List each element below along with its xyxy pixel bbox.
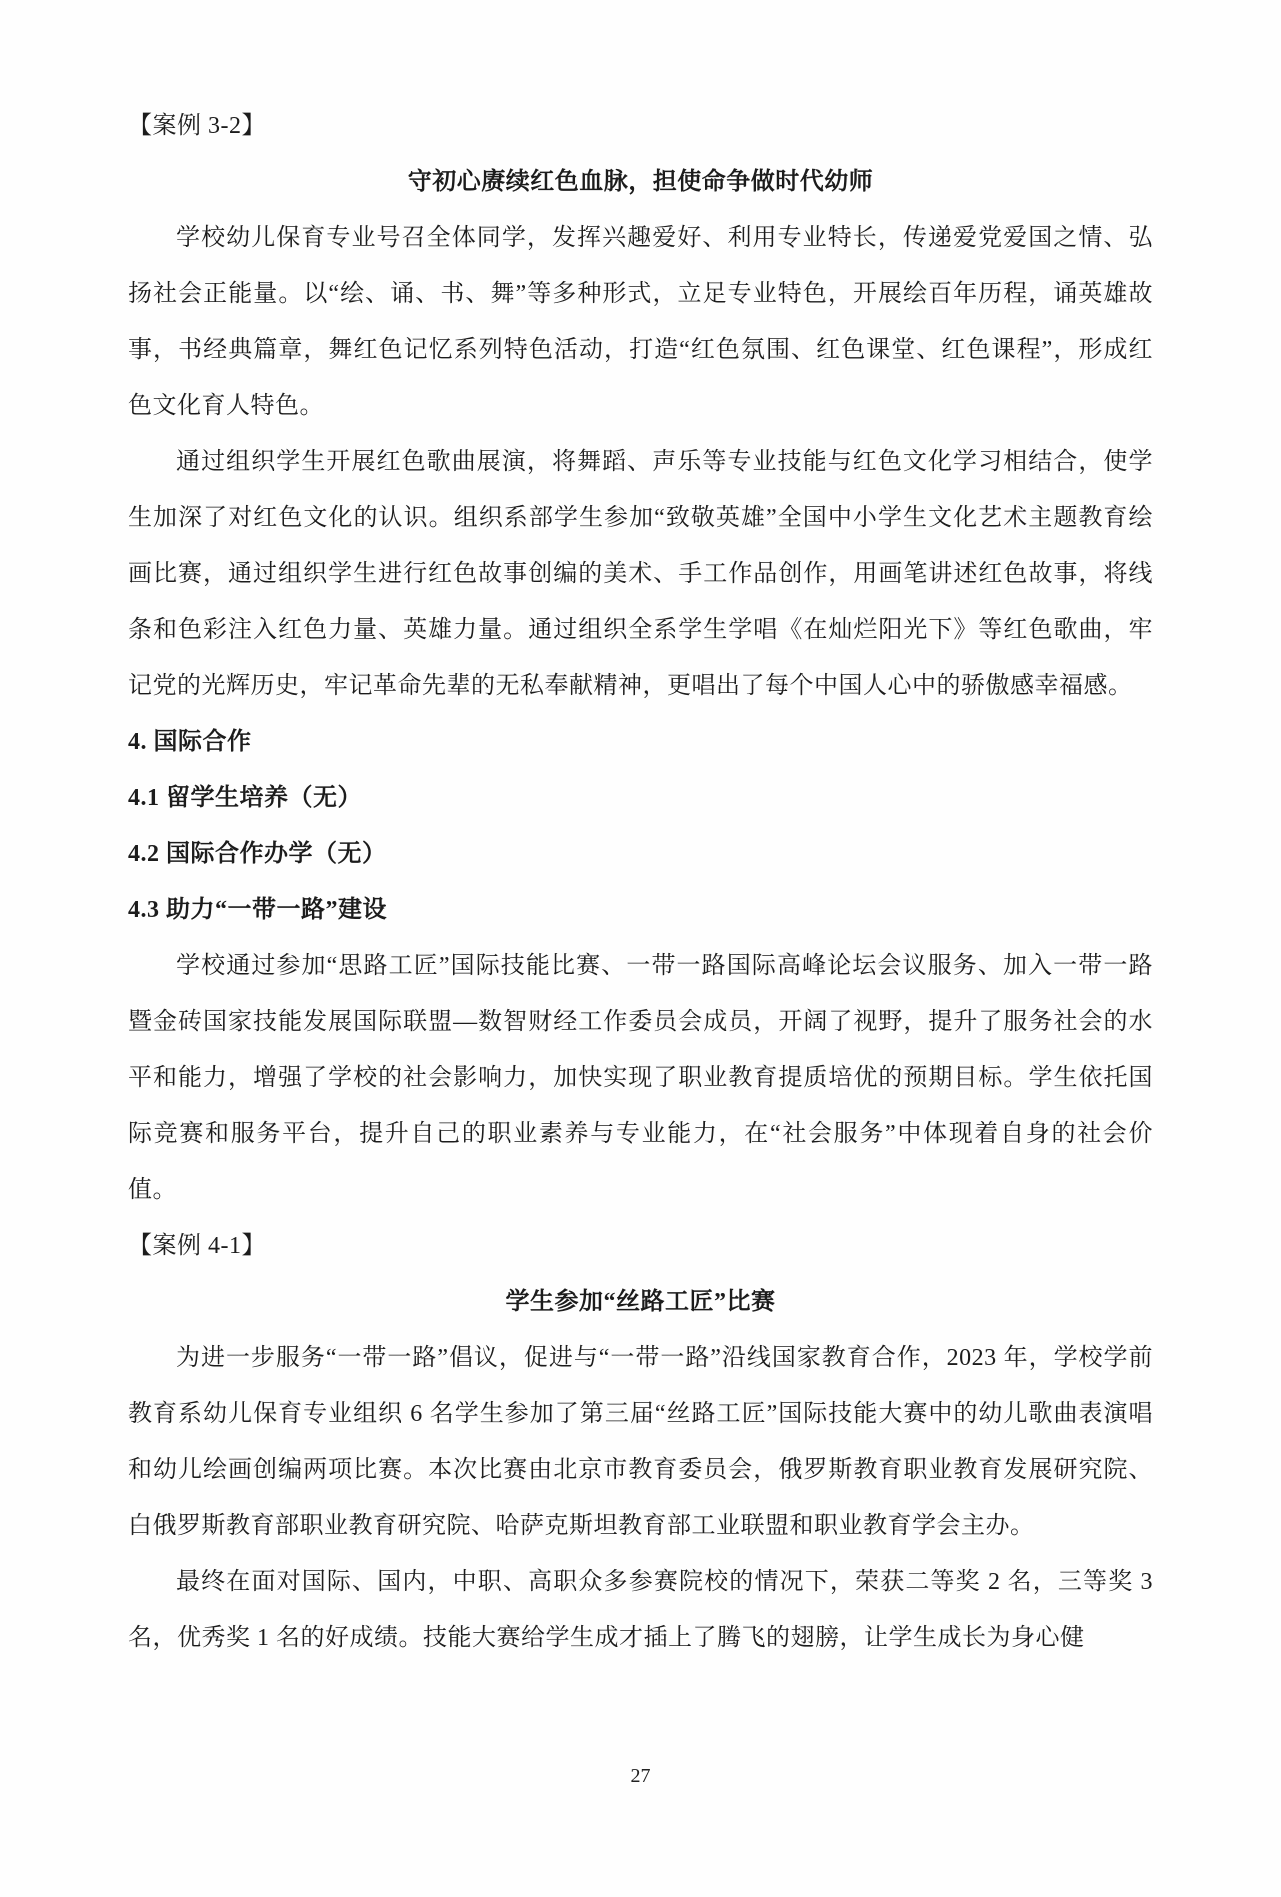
heading-section-4-2: 4.2 国际合作办学（无）: [128, 841, 387, 867]
page-number: 27: [630, 1765, 651, 1787]
case-label-3-2: 【案例 3-2】: [128, 113, 266, 139]
heading-section-4: 4. 国际合作: [128, 729, 252, 755]
case-label-4-1: 【案例 4-1】: [128, 1233, 266, 1259]
heading-section-4-3: 4.3 助力“一带一路”建设: [128, 897, 387, 923]
paragraph-competition-results: 最终在面对国际、国内，中职、高职众多参赛院校的情况下，荣获二等奖 2 名，三等奖 3 名，优秀奖 1 名的好成绩。技能大赛给学生成才插上了腾飞的翅膀，让学生成长为身心健: [128, 1569, 1153, 1651]
paragraph-belt-and-road: 学校通过参加“思路工匠”国际技能比赛、一带一路国际高峰论坛会议服务、加入一带一路暨金砖国家技能发展国际联盟—数智财经工作委员会成员，开阔了视野，提升了服务社会的水平和能力，增强了学校的社会影响力，加快实现了职业教育提质培优的预期目标。学生依托国际竞赛和服务平台，提升自己的职业素养与专业能力，在“社会服务”中体现着自身的社会价值。: [128, 953, 1153, 1203]
paragraph-red-culture-activities: 通过组织学生开展红色歌曲展演，将舞蹈、声乐等专业技能与红色文化学习相结合，使学生加深了对红色文化的认识。组织系部学生参加“致敬英雄”全国中小学生文化艺术主题教育绘画比赛，通过组织学生进行红色故事创编的美术、手工作品创作，用画笔讲述红色故事，将线条和色彩注入红色力量、英雄力量。通过组织全系学生学唱《在灿烂阳光下》等红色歌曲，牢记党的光辉历史，牢记革命先辈的无私奉献精神，更唱出了每个中国人心中的骄傲感幸福感。: [128, 449, 1153, 699]
case-title-silk-road-competition: 学生参加“丝路工匠”比赛: [505, 1289, 776, 1315]
case-title-red-culture: 守初心赓续红色血脉，担使命争做时代幼师: [407, 169, 874, 195]
paragraph-red-culture-intro: 学校幼儿保育专业号召全体同学，发挥兴趣爱好、利用专业特长，传递爱党爱国之情、弘扬社会正能量。以“绘、诵、书、舞”等多种形式，立足专业特色，开展绘百年历程，诵英雄故事，书经典篇章，舞红色记忆系列特色活动，打造“红色氛围、红色课堂、红色课程”，形成红色文化育人特色。: [128, 225, 1153, 419]
heading-section-4-1: 4.1 留学生培养（无）: [128, 785, 362, 811]
paragraph-competition-intro: 为进一步服务“一带一路”倡议，促进与“一带一路”沿线国家教育合作，2023 年，学校学前教育系幼儿保育专业组织 6 名学生参加了第三届“丝路工匠”国际技能大赛中的幼儿歌曲表演唱和幼儿绘画创编两项比赛。本次比赛由北京市教育委员会，俄罗斯教育职业教育发展研究院、白俄罗斯教育部职业教育研究院、哈萨克斯坦教育部工业联盟和职业教育学会主办。: [128, 1345, 1153, 1539]
